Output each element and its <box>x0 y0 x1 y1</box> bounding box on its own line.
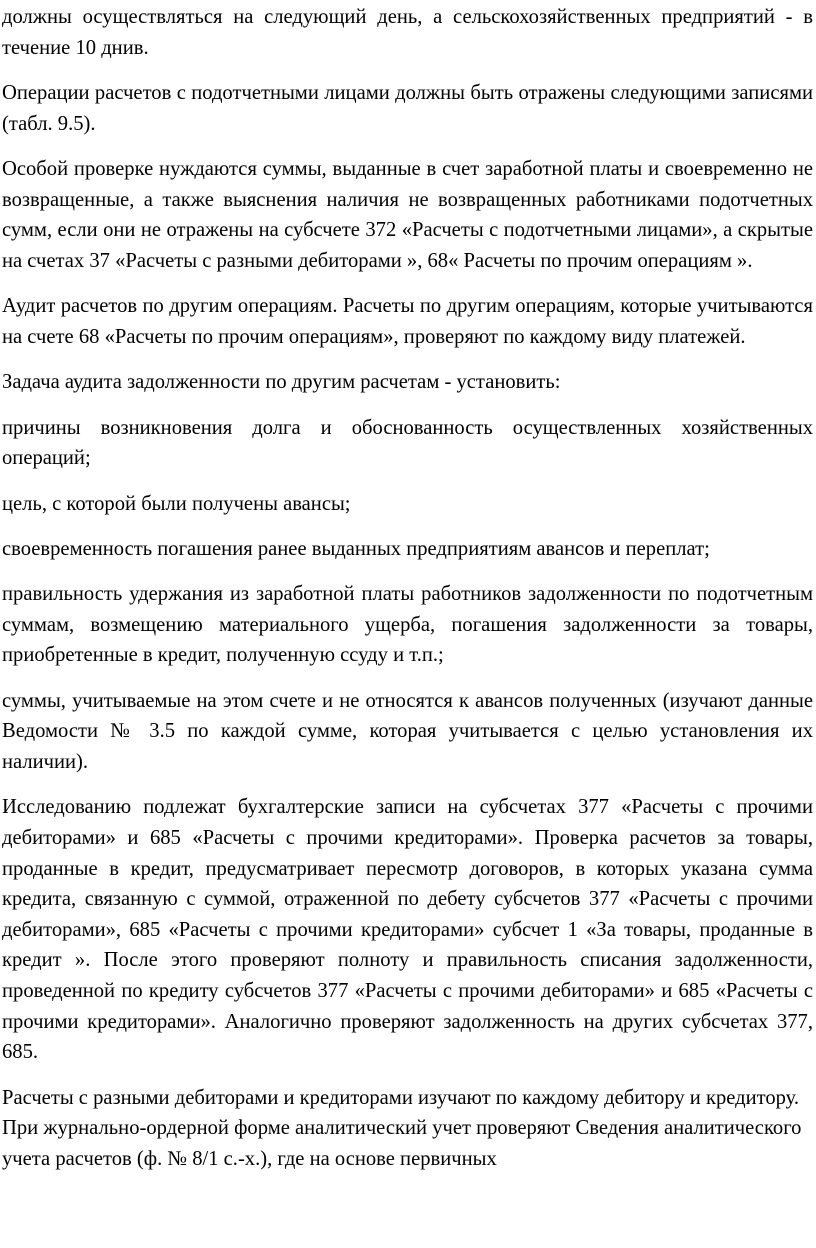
paragraph-11: Исследованию подлежат бухгалтерские записи на субсчетах 377 «Расчеты с прочими дебиторами» и 685 «Расчеты с прочими кредиторами». Проверка расчетов за товары, проданные в кредит, предусматривает пересмотр договоров, в которых указана сумма кредита, связанную с суммой, отраженной по дебету субсчетов 377 «Расчеты с прочими дебиторами», 685 «Расчеты с прочими кредиторами» субсчет 1 «За товары, проданные в кредит ». После этого проверяют полноту и правильность списания задолженности, проведенной по кредиту субсчетов 377 «Расчеты с прочими дебиторами» и 685 «Расчеты с прочими кредиторами». Аналогично проверяют задолженность на других субсчетах 377, 685. <box>2 796 813 1064</box>
paragraph-1: должны осуществляться на следующий день, а сельскохозяйственных предприятий - в течение 10 днив. <box>2 6 813 59</box>
paragraph-5: Задача аудита задолженности по другим расчетам - установить: <box>2 371 561 394</box>
paragraph-3: Особой проверке нуждаются суммы, выданные в счет заработной платы и своевременно не возвращенные, а также выяснения наличия не возвращенных работниками подотчетных сумм, если они не отражены на субсчете 372 «Расчеты с подотчетными лицами», а скрытые на счетах 37 «Расчеты с разными дебиторами », 68« Расчеты по прочим операциям ». <box>2 157 813 272</box>
paragraph-4: Аудит расчетов по другим операциям. Расчеты по другим операциям, которые учитываются на счете 68 «Расчеты по прочим операциям», проверяют по каждому виду платежей. <box>2 295 813 348</box>
paragraph-7: цель, с которой были получены авансы; <box>2 492 351 515</box>
paragraph-9: правильность удержания из заработной платы работников задолженности по подотчетным суммам, возмещению материального ущерба, погашения задолженности за товары, приобретенные в кредит, полученную ссуду и т.п.; <box>2 583 813 667</box>
paragraph-8: своевременность погашения ранее выданных предприятиям авансов и переплат; <box>2 537 710 560</box>
paragraph-12: Расчеты с разными дебиторами и кредиторами изучают по каждому дебитору и кредитору. При журнально-ордерной форме аналитический учет проверяют Сведения аналитического учета расчетов (ф. № 8/1 с.-х.), где на основе первичных <box>2 1086 802 1170</box>
paragraph-10: суммы, учитываемые на этом счете и не относятся к авансов полученных (изучают данные Ведомости № 3.5 по каждой сумме, которая учитывается с целью установления их наличии). <box>2 689 813 774</box>
paragraph-2: Операции расчетов с подотчетными лицами должны быть отражены следующими записями (табл. 9.5). <box>2 81 813 135</box>
paragraph-6: причины возникновения долга и обоснованность осуществленных хозяйственных операций; <box>2 416 813 470</box>
